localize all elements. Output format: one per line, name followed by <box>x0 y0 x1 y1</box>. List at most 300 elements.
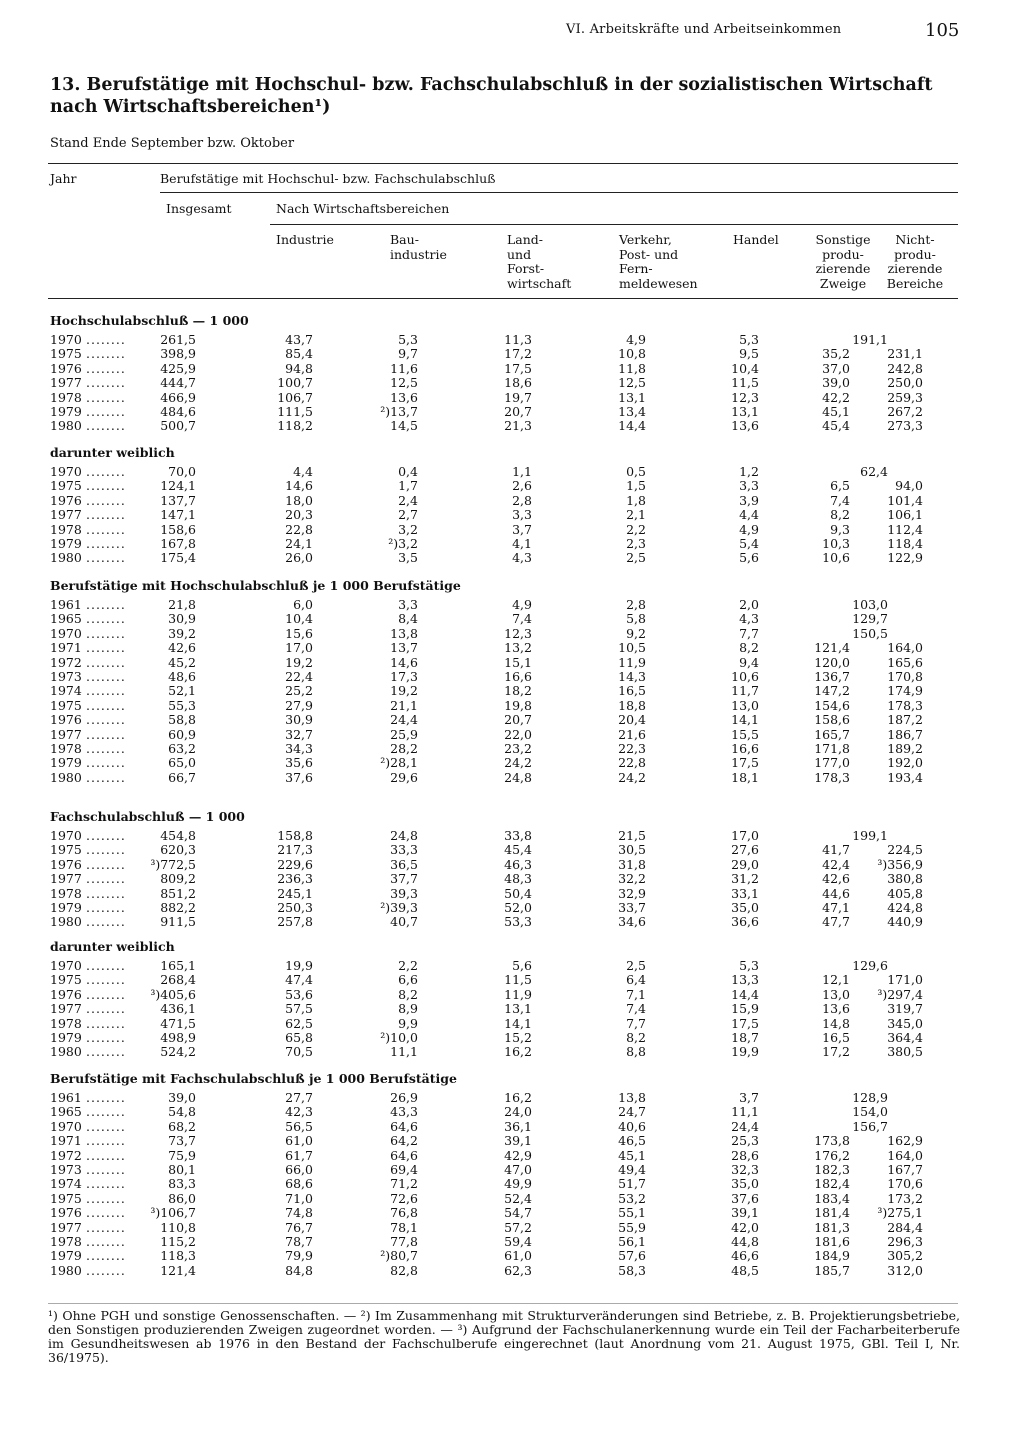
cell-value: 250,3 <box>277 900 313 915</box>
cell-value: 9,3 <box>830 521 850 537</box>
cell-value: 178,3 <box>814 769 850 785</box>
row-year: 1978 <box>50 521 82 537</box>
cell-value: 118,2 <box>277 418 313 434</box>
leader-dots: ........ <box>86 683 126 699</box>
cell-value: 2,1 <box>626 507 646 523</box>
col-header-industrie: Industrie <box>276 232 334 247</box>
cell-value: 28,2 <box>390 741 418 756</box>
cell-value: 78,1 <box>390 1219 418 1235</box>
running-head: VI. Arbeitskräfte und Arbeitseinkommen <box>566 22 842 37</box>
cell-value: 42,6 <box>168 640 196 656</box>
cell-value: 78,7 <box>285 1234 313 1249</box>
cell-value: 165,7 <box>814 726 850 742</box>
cell-value: 17,2 <box>504 346 532 362</box>
cell-value: 9,5 <box>739 346 759 362</box>
cell-value: 49,9 <box>504 1176 532 1192</box>
leader-dots: ........ <box>86 741 126 756</box>
cell-value: 11,8 <box>618 360 646 376</box>
cell-value: 24,8 <box>504 769 532 785</box>
cell-value: 444,7 <box>160 375 196 391</box>
cell-value: 12,1 <box>822 972 850 988</box>
table-row <box>0 756 1024 770</box>
leader-dots: ........ <box>86 972 126 988</box>
cell-value: 267,2 <box>887 404 923 419</box>
table-row <box>0 1163 1024 1177</box>
leader-dots: ........ <box>86 828 126 843</box>
cell-value: 43,7 <box>285 332 313 347</box>
cell-value: 14,6 <box>285 478 313 494</box>
cell-value: 154,6 <box>814 697 850 713</box>
cell-value: 27,6 <box>731 842 759 858</box>
row-year: 1975 <box>50 842 82 858</box>
cell-value: 50,4 <box>504 885 532 901</box>
cell-value: 22,8 <box>285 521 313 537</box>
cell-value: 42,4 <box>822 856 850 872</box>
cell-value: 5,6 <box>512 958 532 973</box>
cell-value: 2,3 <box>626 536 646 551</box>
cell-value: 18,6 <box>504 375 532 391</box>
cell-value: 24,8 <box>390 828 418 843</box>
cell-value: 11,1 <box>390 1044 418 1060</box>
table-row <box>0 1017 1024 1031</box>
cell-value-merged: 150,5 <box>852 625 888 641</box>
cell-value: ³)275,1 <box>877 1205 923 1221</box>
cell-value: 167,8 <box>160 536 196 551</box>
cell-value: 106,7 <box>277 389 313 405</box>
cell-value: 65,0 <box>168 755 196 771</box>
row-year: 1961 <box>50 1090 82 1105</box>
leader-dots: ........ <box>86 478 126 494</box>
cell-value: 17,5 <box>731 755 759 771</box>
cell-value: 24,0 <box>504 1104 532 1120</box>
cell-value: 2,5 <box>626 958 646 973</box>
cell-value: 364,4 <box>887 1030 923 1045</box>
cell-value: 809,2 <box>160 871 196 887</box>
row-year: 1976 <box>50 1205 82 1221</box>
cell-value: 7,1 <box>626 986 646 1002</box>
table-row <box>0 494 1024 508</box>
cell-value: 9,7 <box>398 346 418 362</box>
section-title: Fachschulabschluß — 1 000 <box>50 809 245 824</box>
row-year: 1970 <box>50 958 82 973</box>
cell-value: 68,6 <box>285 1176 313 1192</box>
table-row <box>0 376 1024 390</box>
cell-value: 182,3 <box>814 1162 850 1177</box>
leader-dots: ........ <box>86 1262 126 1278</box>
row-year: 1978 <box>50 885 82 901</box>
cell-value: 3,7 <box>739 1090 759 1105</box>
col-header-group: Berufstätige mit Hochschul- bzw. Fachschulabschluß <box>160 171 496 186</box>
row-year: 1975 <box>50 972 82 988</box>
table-row <box>0 1206 1024 1220</box>
cell-value: 29,0 <box>731 856 759 872</box>
cell-value: 17,2 <box>822 1044 850 1060</box>
cell-value: 261,5 <box>160 332 196 347</box>
cell-value: 15,1 <box>504 654 532 670</box>
cell-value: 6,0 <box>293 597 313 612</box>
cell-value: 21,1 <box>390 697 418 713</box>
cell-value: 61,0 <box>285 1133 313 1149</box>
leader-dots: ........ <box>86 507 126 523</box>
cell-value: 37,6 <box>285 769 313 785</box>
leader-dots: ........ <box>86 640 126 656</box>
col-header-bauindustrie: Bau- industrie <box>390 232 447 262</box>
cell-value: 11,9 <box>618 654 646 670</box>
cell-value: 56,1 <box>618 1234 646 1249</box>
leader-dots: ........ <box>86 871 126 887</box>
cell-value: 3,3 <box>512 507 532 523</box>
cell-value: 12,5 <box>390 375 418 391</box>
table-row <box>0 362 1024 376</box>
cell-value: 8,2 <box>830 507 850 523</box>
table-row <box>0 479 1024 493</box>
col-header-sonstige: Sonstige produ- zierende Zweige <box>815 232 871 291</box>
cell-value: 62,3 <box>504 1262 532 1278</box>
row-year: 1975 <box>50 478 82 494</box>
cell-value: 23,2 <box>504 741 532 756</box>
table-row <box>0 973 1024 987</box>
cell-value: 55,1 <box>618 1205 646 1221</box>
cell-value: 224,5 <box>887 842 923 858</box>
cell-value: 6,5 <box>830 478 850 494</box>
leader-dots: ........ <box>86 536 126 551</box>
cell-value: 3,3 <box>739 478 759 494</box>
cell-value: 13,3 <box>731 972 759 988</box>
cell-value: 147,2 <box>814 683 850 699</box>
row-year: 1970 <box>50 464 82 479</box>
cell-value: 250,0 <box>887 375 923 391</box>
table-row <box>0 1264 1024 1278</box>
cell-value: ²)39,3 <box>380 900 418 915</box>
row-year: 1977 <box>50 1001 82 1017</box>
cell-value: 380,5 <box>887 1044 923 1060</box>
cell-value: 11,3 <box>504 332 532 347</box>
cell-value: 471,5 <box>160 1015 196 1031</box>
cell-value: 55,9 <box>618 1219 646 1235</box>
cell-value: 18,0 <box>285 492 313 508</box>
cell-value-merged: 103,0 <box>852 597 888 612</box>
cell-value: 18,8 <box>618 697 646 713</box>
cell-value: 236,3 <box>277 871 313 887</box>
row-year: 1974 <box>50 1176 82 1192</box>
cell-value: 3,5 <box>398 550 418 566</box>
cell-value: 19,9 <box>285 958 313 973</box>
cell-value: 13,1 <box>731 404 759 419</box>
cell-value: 2,8 <box>512 492 532 508</box>
cell-value: 83,3 <box>168 1176 196 1192</box>
cell-value: 101,4 <box>887 492 923 508</box>
table-row <box>0 465 1024 479</box>
cell-value: 74,8 <box>285 1205 313 1221</box>
leader-dots: ........ <box>86 900 126 915</box>
row-year: 1965 <box>50 1104 82 1120</box>
cell-value: 55,3 <box>168 697 196 713</box>
cell-value: 36,5 <box>390 856 418 872</box>
cell-value: 186,7 <box>887 726 923 742</box>
leader-dots: ........ <box>86 1044 126 1060</box>
cell-value: 22,4 <box>285 669 313 684</box>
leader-dots: ........ <box>86 1176 126 1192</box>
leader-dots: ........ <box>86 1248 126 1264</box>
cell-value: 14,4 <box>731 986 759 1002</box>
cell-value: 158,6 <box>160 521 196 537</box>
cell-value: 18,7 <box>731 1030 759 1045</box>
row-year: 1972 <box>50 1147 82 1163</box>
cell-value: 84,8 <box>285 1262 313 1278</box>
cell-value: 35,0 <box>731 1176 759 1192</box>
cell-value: 11,5 <box>504 972 532 988</box>
cell-value: 165,6 <box>887 654 923 670</box>
col-header-land: Land- und Forst- wirtschaft <box>507 232 572 291</box>
cell-value: 11,7 <box>731 683 759 699</box>
cell-value: 39,2 <box>168 625 196 641</box>
cell-value: 11,1 <box>731 1104 759 1120</box>
cell-value: 5,4 <box>739 536 759 551</box>
cell-value: 2,7 <box>398 507 418 523</box>
cell-value: 170,8 <box>887 669 923 684</box>
cell-value: 27,9 <box>285 697 313 713</box>
cell-value: 25,2 <box>285 683 313 699</box>
table-row <box>0 742 1024 756</box>
cell-value: 193,4 <box>887 769 923 785</box>
cell-value: 4,9 <box>512 597 532 612</box>
row-year: 1978 <box>50 1015 82 1031</box>
cell-value: ²)10,0 <box>380 1030 418 1045</box>
cell-value: 65,8 <box>285 1030 313 1045</box>
cell-value: 8,8 <box>626 1044 646 1060</box>
table-row <box>0 405 1024 419</box>
col-header-handel: Handel <box>733 232 779 247</box>
cell-value: 13,8 <box>618 1090 646 1105</box>
table-row <box>0 1091 1024 1105</box>
cell-value: 10,8 <box>618 346 646 362</box>
cell-value: 257,8 <box>277 914 313 930</box>
cell-value: 35,0 <box>731 900 759 915</box>
cell-value: 32,3 <box>731 1162 759 1177</box>
leader-dots: ........ <box>86 360 126 376</box>
cell-value: 73,7 <box>168 1133 196 1149</box>
cell-value-merged: 129,7 <box>852 611 888 627</box>
cell-value: 4,1 <box>512 536 532 551</box>
cell-value: 162,9 <box>887 1133 923 1149</box>
cell-value: 14,5 <box>390 418 418 434</box>
cell-value: 181,6 <box>814 1234 850 1249</box>
cell-value: 66,7 <box>168 769 196 785</box>
cell-value: 42,2 <box>822 389 850 405</box>
table-row <box>0 1134 1024 1148</box>
cell-value: 178,3 <box>887 697 923 713</box>
cell-value: 187,2 <box>887 712 923 728</box>
cell-value: 454,8 <box>160 828 196 843</box>
leader-dots: ........ <box>86 464 126 479</box>
cell-value: 52,0 <box>504 900 532 915</box>
row-year: 1979 <box>50 536 82 551</box>
cell-value: 53,6 <box>285 986 313 1002</box>
cell-value: 20,7 <box>504 404 532 419</box>
cell-value: 16,6 <box>504 669 532 684</box>
cell-value: 52,4 <box>504 1190 532 1206</box>
cell-value: 231,1 <box>887 346 923 362</box>
table-row <box>0 1192 1024 1206</box>
cell-value: 54,8 <box>168 1104 196 1120</box>
cell-value: 42,0 <box>731 1219 759 1235</box>
cell-value: 45,1 <box>822 404 850 419</box>
cell-value: 242,8 <box>887 360 923 376</box>
cell-value: 10,6 <box>822 550 850 566</box>
cell-value: 70,5 <box>285 1044 313 1060</box>
cell-value: 76,8 <box>390 1205 418 1221</box>
cell-value: 64,2 <box>390 1133 418 1149</box>
cell-value: 46,3 <box>504 856 532 872</box>
row-year: 1973 <box>50 669 82 684</box>
cell-value: 9,4 <box>739 654 759 670</box>
section-title: Berufstätige mit Hochschulabschluß je 1 000 Berufstätige <box>50 578 461 593</box>
cell-value: 136,7 <box>814 669 850 684</box>
leader-dots: ........ <box>86 597 126 612</box>
table-row <box>0 537 1024 551</box>
cell-value: 61,0 <box>504 1248 532 1264</box>
leader-dots: ........ <box>86 404 126 419</box>
table-row <box>0 656 1024 670</box>
row-year: 1978 <box>50 389 82 405</box>
section-title: darunter weiblich <box>50 445 175 460</box>
cell-value: 6,4 <box>626 972 646 988</box>
table-row <box>0 843 1024 857</box>
leader-dots: ........ <box>86 885 126 901</box>
leader-dots: ........ <box>86 726 126 742</box>
cell-value: 48,5 <box>731 1262 759 1278</box>
table-row <box>0 829 1024 843</box>
table-row <box>0 1031 1024 1045</box>
cell-value: 33,8 <box>504 828 532 843</box>
cell-value: 8,2 <box>398 986 418 1002</box>
col-header-insgesamt: Insgesamt <box>166 201 232 216</box>
cell-value: 80,1 <box>168 1162 196 1177</box>
cell-value: 22,8 <box>618 755 646 771</box>
cell-value: 7,4 <box>512 611 532 627</box>
cell-value: 66,0 <box>285 1162 313 1177</box>
cell-value: 44,6 <box>822 885 850 901</box>
leader-dots: ........ <box>86 1162 126 1177</box>
cell-value: 305,2 <box>887 1248 923 1264</box>
page-number: 105 <box>925 20 960 41</box>
section-title: Hochschulabschluß — 1 000 <box>50 313 249 328</box>
table-row <box>0 1221 1024 1235</box>
cell-value: 41,7 <box>822 842 850 858</box>
cell-value: 14,4 <box>618 418 646 434</box>
cell-value: 24,4 <box>390 712 418 728</box>
cell-value: 85,4 <box>285 346 313 362</box>
cell-value: 181,4 <box>814 1205 850 1221</box>
cell-value: 2,0 <box>739 597 759 612</box>
row-year: 1980 <box>50 1262 82 1278</box>
cell-value: 32,9 <box>618 885 646 901</box>
cell-value: 21,5 <box>618 828 646 843</box>
cell-value: 15,5 <box>731 726 759 742</box>
cell-value: 25,9 <box>390 726 418 742</box>
cell-value: 466,9 <box>160 389 196 405</box>
cell-value-merged: 156,7 <box>852 1118 888 1134</box>
cell-value: 17,0 <box>731 828 759 843</box>
cell-value: 35,2 <box>822 346 850 362</box>
cell-value: 6,6 <box>398 972 418 988</box>
table-row <box>0 872 1024 886</box>
cell-value: 4,3 <box>739 611 759 627</box>
cell-value: 177,0 <box>814 755 850 771</box>
table-row <box>0 728 1024 742</box>
cell-value: 189,2 <box>887 741 923 756</box>
cell-value: 72,6 <box>390 1190 418 1206</box>
row-year: 1973 <box>50 1162 82 1177</box>
cell-value: 10,4 <box>731 360 759 376</box>
cell-value: 77,8 <box>390 1234 418 1249</box>
row-year: 1974 <box>50 683 82 699</box>
table-row <box>0 771 1024 785</box>
leader-dots: ........ <box>86 914 126 930</box>
cell-value: 171,0 <box>887 972 923 988</box>
cell-value: 10,3 <box>822 536 850 551</box>
cell-value: 19,9 <box>731 1044 759 1060</box>
cell-value: 33,7 <box>618 900 646 915</box>
table-row <box>0 347 1024 361</box>
cell-value: 345,0 <box>887 1015 923 1031</box>
cell-value: 12,5 <box>618 375 646 391</box>
row-year: 1978 <box>50 1234 82 1249</box>
cell-value: ²)3,2 <box>388 536 418 551</box>
cell-value: 5,3 <box>398 332 418 347</box>
cell-value: 13,1 <box>504 1001 532 1017</box>
cell-value: 21,6 <box>618 726 646 742</box>
cell-value: 24,7 <box>618 1104 646 1120</box>
cell-value: 110,8 <box>160 1219 196 1235</box>
cell-value: 57,6 <box>618 1248 646 1264</box>
cell-value: 13,2 <box>504 640 532 656</box>
cell-value: 181,3 <box>814 1219 850 1235</box>
cell-value: 11,5 <box>731 375 759 391</box>
cell-value: 4,4 <box>739 507 759 523</box>
cell-value: 192,0 <box>887 755 923 771</box>
cell-value: 14,3 <box>618 669 646 684</box>
table-row <box>0 1177 1024 1191</box>
cell-value: 47,7 <box>822 914 850 930</box>
table-subtitle: Stand Ende September bzw. Oktober <box>50 136 295 151</box>
cell-value: 44,8 <box>731 1234 759 1249</box>
cell-value: 440,9 <box>887 914 923 930</box>
cell-value: 111,5 <box>277 404 313 419</box>
cell-value: 121,4 <box>814 640 850 656</box>
leader-dots: ........ <box>86 958 126 973</box>
cell-value: 21,3 <box>504 418 532 434</box>
cell-value: ³)772,5 <box>150 856 196 872</box>
cell-value: 33,1 <box>731 885 759 901</box>
table-row <box>0 391 1024 405</box>
table-row <box>0 1149 1024 1163</box>
leader-dots: ........ <box>86 654 126 670</box>
row-year: 1961 <box>50 597 82 612</box>
cell-value: 37,7 <box>390 871 418 887</box>
cell-value: 10,4 <box>285 611 313 627</box>
cell-value: 112,4 <box>887 521 923 537</box>
cell-value: 11,9 <box>504 986 532 1002</box>
cell-value: 39,0 <box>822 375 850 391</box>
cell-value: 911,5 <box>160 914 196 930</box>
cell-value-merged: 191,1 <box>852 332 888 347</box>
table-row <box>0 627 1024 641</box>
table-row <box>0 508 1024 522</box>
cell-value: 273,3 <box>887 418 923 434</box>
cell-value: 21,8 <box>168 597 196 612</box>
cell-value: 14,8 <box>822 1015 850 1031</box>
